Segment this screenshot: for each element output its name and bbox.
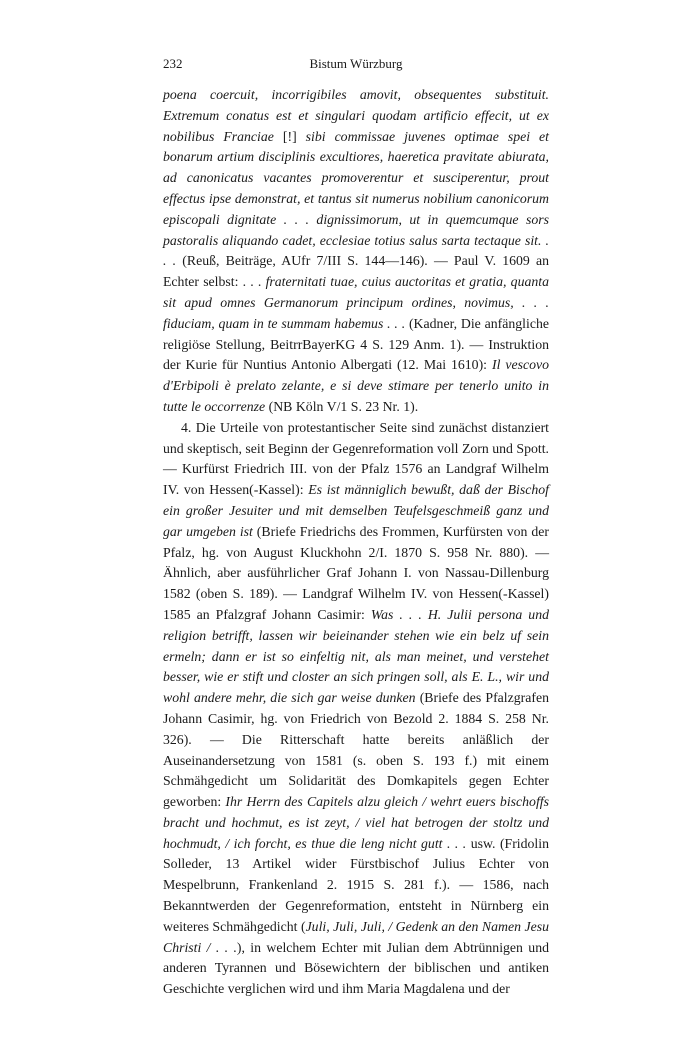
page-header	[163, 56, 549, 76]
italic-quote: Juli, Juli, Juli, / Gedenk an den Namen Jesu Christi / . . .	[163, 918, 549, 955]
text-run: (Briefe des Pfalzgrafen Johann Casimir, hg. von Friedrich von Bezold 2. 1884 S. 258 Nr. 326). — Die Ritterschaft hatte bereits anläßlich der Auseinandersetzung von 1581 (s. oben S. 193 f.) mit einem Schmähgedicht um Solidarität des Domkapitels gegen Echter geworben:	[163, 690, 549, 810]
body-text	[163, 85, 549, 1000]
text-run: (Kadner, Die anfängliche religiöse Stellung, BeitrrBayerKG 4 S. 129 Anm. 1). — Instruktion der Kurie für Nuntius Antonio Albergati (12. Mai 1610):	[163, 315, 549, 373]
italic-quote: fraternitati tuae, cuius auctoritas et gratia, quanta sit apud omnes Germanorum principum ordines, novimus, . . . fiduciam, quam in te summam habemus . . .	[163, 274, 549, 331]
text-run: usw. (Fridolin Solleder, 13 Artikel wider Fürstbischof Julius Echter von Mespelbrunn, Frankenland 2. 1915 S. 281 f.). — 1586, nach Bekanntwerden der Gegenreformation, entsteht in Nürnberg ein weiteres Schmähgedicht (	[163, 835, 549, 934]
text-run: [!]	[282, 128, 306, 144]
text-run: (Reuß, Beiträge, AUfr 7/III S. 144—146). — Paul V. 1609 an Echter selbst: . . .	[163, 253, 549, 290]
text-run: (Briefe Friedrichs des Frommen, Kurfürsten von der Pfalz, hg. von August Kluckhohn 2/I. 1870 S. 958 Nr. 880). — Ähnlich, aber ausführlicher Graf Johann I. von Nassau-Dillenburg 1582 (oben S. 189). — Landgraf Wilhelm IV. von Hessen(-Kassel) 1585 an Pfalzgraf Johann Casimir:	[163, 523, 549, 622]
text-run: ), in welchem Echter mit Julian dem Abtrünnigen und anderen Tyrannen und Bösewichtern der biblischen und antiken Geschichte verglichen wird und ihm Maria Magdalena und der	[163, 939, 549, 997]
italic-quote: poena coercuit, incorrigibiles amovit, obsequentes substituit. Extremum conatus est et singulari quodam artificio effecit, ut ex nobilibus Franciae	[163, 87, 549, 144]
page-number: 232	[163, 56, 183, 71]
italic-quote: Es ist männiglich bewußt, daß der Bischof ein großer Jesuiter und mit demselben Teufelsgeschmeiß ganz und gar umgeben ist	[163, 482, 549, 539]
paragraph	[163, 85, 549, 418]
paragraph	[163, 418, 549, 1000]
italic-quote: Was . . . H. Julii persona und religion betrifft, lassen wir beieinander stehen wie ein belz uf sein ermeln; dann er ist so einfeltig nit, als man meinet, und verstehet besser, wie er stift und closter an sich pringen soll, als E. L., wir und wohl andere mehr, die sich gar weise dunken	[163, 606, 549, 706]
italic-quote: Ihr Herrn des Capitels alzu gleich / wehrt euers bischoffs bracht und hochmut, es ist zeyt, / viel hat betrogen der stoltz und hochmudt, / ich forcht, es thue die leng nicht gutt . . .	[163, 794, 549, 851]
text-run: (NB Köln V/1 S. 23 Nr. 1).	[265, 398, 419, 414]
running-title: Bistum Würzburg	[309, 56, 403, 71]
italic-quote: sibi commissae juvenes optimae spei et bonarum artium disciplinis excultiores, haeretica pravitate abiurata, ad canonicatus vacantes promoverentur et susciperentur, prout effectus ipse demonstrat, et tantus sit numerus nobilium canonicorum episcopali dignitate . . . dignissimorum, ut in quemcumque sors pastoralis aliquando cadet, ecclesiae totius salus sarta tectaque sit. . . .	[163, 128, 549, 269]
text-run: 4. Die Urteile von protestantischer Seite sind zunächst distanziert und skeptisch, seit Beginn der Gegenreformation voll Zorn und Spott. — Kurfürst Friedrich III. von der Pfalz 1576 an Landgraf Wilhelm IV. von Hessen(-Kassel):	[163, 419, 549, 498]
italic-quote: Il vescovo d'Erbipoli è prelato zelante, e si deve stimare per tenerlo unito in tutte le occorrenze	[163, 357, 550, 414]
